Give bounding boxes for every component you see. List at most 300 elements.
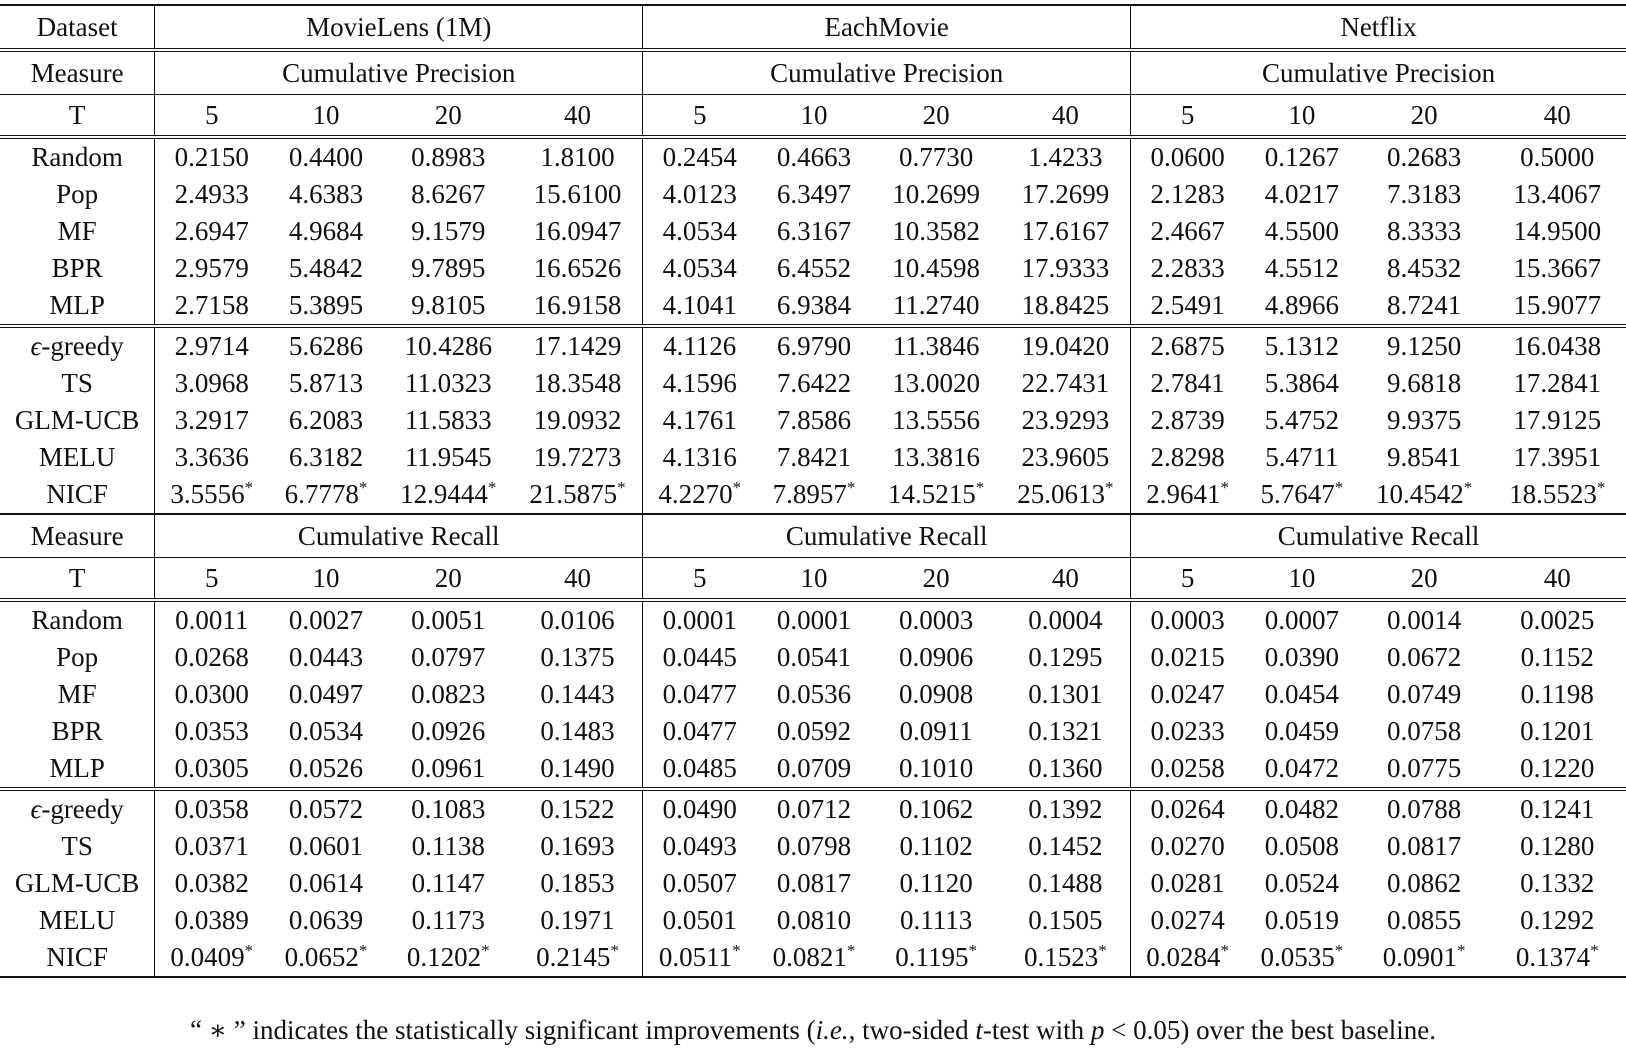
table-cell: 4.1761	[662, 405, 737, 435]
table-cell: 16.9158	[513, 287, 643, 326]
method-name	[0, 326, 155, 365]
t-value: 10	[756, 95, 872, 138]
table-cell: 2.7841	[1150, 368, 1225, 398]
table-cell: 4.5500	[1264, 216, 1340, 246]
table-cell: 11.0323	[404, 368, 492, 398]
table-cell: 0.1102	[899, 831, 973, 861]
table-cell: 0.0305	[174, 753, 249, 783]
table-cell: 0.1505	[1001, 902, 1131, 939]
method-name: MF	[0, 213, 155, 250]
dataset-name: Netflix	[1131, 5, 1626, 50]
table-cell: 0.0485	[662, 753, 737, 783]
table-cell: 0.0409*	[155, 939, 268, 977]
t-label: T	[0, 95, 155, 138]
table-cell: 17.2841	[1513, 368, 1602, 398]
table-cell: 18.8425	[1001, 287, 1131, 326]
significance-marker: *	[968, 941, 978, 960]
table-cell: 0.0926	[411, 716, 486, 746]
table-cell: 0.1452	[1001, 828, 1131, 865]
table-cell: 0.0477	[662, 716, 737, 746]
table-cell: 0.0459	[1264, 716, 1340, 746]
table-cell: 0.0215	[1150, 642, 1225, 672]
table-cell: 0.0001	[643, 600, 756, 639]
table-row	[0, 789, 1626, 828]
table-cell: 0.0106	[513, 600, 643, 639]
table-cell: 5.4711	[1265, 442, 1339, 472]
table-cell: 0.0855	[1387, 905, 1462, 935]
table-cell: 0.0536	[776, 679, 852, 709]
table-cell: 2.5491	[1150, 290, 1225, 320]
footnote-text: , two-sided	[848, 1015, 976, 1045]
method-name-rest: -greedy	[41, 331, 124, 361]
table-cell: 7.8957*	[772, 478, 856, 509]
table-cell: 0.0652*	[268, 939, 384, 977]
table-cell: 13.3816	[892, 442, 981, 472]
table-cell: 14.9500	[1513, 216, 1602, 246]
table-cell: 0.1374*	[1489, 939, 1626, 977]
table-cell: 0.0788	[1360, 789, 1489, 828]
table-cell: 16.0947	[513, 213, 643, 250]
results-table	[0, 4, 1626, 978]
table-cell: 0.2454	[643, 137, 756, 176]
table-cell: 0.0247	[1150, 679, 1225, 709]
table-cell: 0.0274	[1150, 905, 1225, 935]
table-cell: 6.9384	[776, 290, 852, 320]
table-cell: 0.0961	[411, 753, 486, 783]
table-cell: 0.0445	[662, 642, 737, 672]
measure-name: Cumulative Precision	[1131, 50, 1626, 95]
t-value: 10	[268, 558, 384, 601]
table-cell: 0.5000	[1489, 137, 1626, 176]
table-cell: 0.1138	[411, 831, 485, 861]
table-cell: 0.1523*	[1001, 939, 1131, 977]
significance-marker: *	[975, 478, 985, 497]
table-cell: 2.9714	[155, 326, 268, 365]
table-cell: 0.0472	[1264, 753, 1340, 783]
significance-marker: *	[1220, 941, 1230, 960]
table-cell: 3.2917	[174, 405, 249, 435]
table-cell: 0.0353	[174, 716, 249, 746]
table-cell: 11.5833	[404, 405, 492, 435]
significance-marker: *	[1098, 941, 1107, 960]
table-cell: 8.4532	[1387, 253, 1462, 283]
table-row	[0, 439, 1626, 476]
measure-name: Cumulative Recall	[1131, 514, 1626, 558]
table-cell: 0.0817	[776, 868, 852, 898]
table-row	[0, 865, 1626, 902]
table-cell: 0.8983	[384, 137, 513, 176]
t-value: 10	[756, 558, 872, 601]
measure-name: Cumulative Recall	[155, 514, 643, 558]
method-name: BPR	[0, 713, 155, 750]
measure-label: Measure	[0, 50, 155, 95]
table-cell: 0.0821*	[756, 939, 872, 977]
table-cell: 0.0507	[662, 868, 737, 898]
table-cell: 0.2145*	[513, 939, 643, 977]
table-cell: 4.2270*	[658, 478, 742, 509]
table-cell: 4.9684	[288, 216, 364, 246]
table-cell: 0.0007	[1244, 600, 1360, 639]
table-cell: 0.0901*	[1360, 939, 1489, 977]
t-value: 20	[384, 95, 513, 138]
table-cell: 0.0389	[174, 905, 249, 935]
method-name: MF	[0, 676, 155, 713]
table-row	[0, 402, 1626, 439]
table-cell: 9.7895	[411, 253, 486, 283]
measure-header-row	[0, 50, 1626, 95]
table-row	[0, 326, 1626, 365]
table-cell: 10.4598	[892, 253, 981, 283]
table-cell: 18.5523*	[1509, 478, 1606, 509]
table-cell: 0.0600	[1131, 137, 1244, 176]
table-cell: 1.4233	[1001, 137, 1131, 176]
table-cell: 15.9077	[1513, 290, 1602, 320]
t-label: T	[0, 558, 155, 601]
t-value: 40	[1001, 558, 1131, 601]
table-cell: 0.1173	[411, 905, 485, 935]
footnote-text: -test with	[982, 1015, 1091, 1045]
table-cell: 18.3548	[513, 365, 643, 402]
table-cell: 3.0968	[174, 368, 249, 398]
table-cell: 0.0014	[1360, 600, 1489, 639]
table-cell: 0.0025	[1489, 600, 1626, 639]
table-cell: 9.1579	[411, 216, 486, 246]
t-value: 40	[513, 558, 643, 601]
t-value: 10	[268, 95, 384, 138]
table-cell: 4.0534	[662, 253, 737, 283]
table-row	[0, 750, 1626, 789]
table-cell: 0.1241	[1489, 789, 1626, 828]
table-cell: 6.4552	[776, 253, 852, 283]
table-cell: 0.0775	[1387, 753, 1462, 783]
table-cell: 10.2699	[892, 179, 981, 209]
significance-marker: *	[1334, 478, 1344, 497]
table-cell: 6.3182	[288, 442, 364, 472]
t-value: 40	[1489, 95, 1626, 138]
table-cell: 0.0672	[1387, 642, 1462, 672]
table-cell: 0.1280	[1520, 831, 1595, 861]
table-cell: 7.8586	[776, 405, 852, 435]
table-row	[0, 713, 1626, 750]
table-cell: 0.0908	[899, 679, 974, 709]
table-cell: 12.9444*	[400, 478, 497, 509]
table-cell: 0.1195*	[872, 939, 1001, 977]
table-cell: 13.5556	[892, 405, 981, 435]
table-cell: 0.1010	[899, 753, 974, 783]
table-cell: 0.0233	[1150, 716, 1225, 746]
table-row	[0, 176, 1626, 213]
significance-marker: *	[1457, 941, 1466, 960]
significance-marker: *	[1590, 941, 1599, 960]
table-cell: 0.0454	[1264, 679, 1340, 709]
table-cell: 9.1250	[1360, 326, 1489, 365]
table-row	[0, 476, 1626, 514]
table-cell: 4.6383	[288, 179, 364, 209]
table-row	[0, 828, 1626, 865]
table-cell: 0.1267	[1244, 137, 1360, 176]
table-cell: 0.2150	[155, 137, 268, 176]
table-cell: 19.0420	[1001, 326, 1131, 365]
measure-name: Cumulative Precision	[155, 50, 643, 95]
table-cell: 0.0358	[155, 789, 268, 828]
table-cell: 4.8966	[1264, 290, 1340, 320]
table-cell: 0.0639	[288, 905, 364, 935]
table-cell: 19.0932	[513, 402, 643, 439]
table-cell: 0.0614	[288, 868, 364, 898]
table-cell: 9.8105	[411, 290, 486, 320]
table-cell: 0.0284*	[1131, 939, 1244, 977]
table-cell: 0.1202*	[384, 939, 513, 977]
table-cell: 5.6286	[268, 326, 384, 365]
table-cell: 0.0051	[384, 600, 513, 639]
significance-marker: *	[1105, 478, 1114, 497]
significance-marker: *	[1220, 478, 1230, 497]
table-cell: 23.9605	[1001, 439, 1131, 476]
table-cell: 0.0003	[1131, 600, 1244, 639]
table-cell: 0.0712	[756, 789, 872, 828]
method-name: TS	[0, 365, 155, 402]
table-cell: 17.2699	[1001, 176, 1131, 213]
significance-marker: *	[1596, 478, 1606, 497]
method-name: MELU	[0, 439, 155, 476]
table-cell: 0.0810	[776, 905, 852, 935]
t-value: 20	[872, 558, 1001, 601]
table-cell: 5.8713	[288, 368, 364, 398]
dataset-label: Dataset	[0, 5, 155, 50]
table-cell: 5.4842	[288, 253, 364, 283]
table-cell: 0.1488	[1001, 865, 1131, 902]
table-cell: 0.1693	[513, 828, 643, 865]
significance-marker: *	[617, 478, 626, 497]
results-table-body	[0, 5, 1626, 977]
t-value: 10	[1244, 95, 1360, 138]
table-cell: 0.0011	[155, 600, 268, 639]
table-cell: 0.0862	[1387, 868, 1462, 898]
table-cell: 0.0749	[1387, 679, 1462, 709]
table-cell: 0.0797	[411, 642, 486, 672]
table-cell: 1.8100	[513, 137, 643, 176]
table-cell: 0.1113	[900, 905, 973, 935]
table-cell: 0.0511*	[643, 939, 756, 977]
footnote-text: “ ∗ ” indicates the statistically significant improvements (	[189, 1015, 816, 1045]
table-cell: 0.0817	[1387, 831, 1462, 861]
table-cell: 8.6267	[411, 179, 486, 209]
table-cell: 0.0798	[776, 831, 852, 861]
dataset-name: EachMovie	[643, 5, 1131, 50]
table-row	[0, 600, 1626, 639]
table-cell: 4.5512	[1264, 253, 1340, 283]
table-row	[0, 287, 1626, 326]
table-row	[0, 213, 1626, 250]
table-cell: 4.0217	[1264, 179, 1340, 209]
method-name: Pop	[0, 639, 155, 676]
table-cell: 4.0534	[662, 216, 737, 246]
t-value: 5	[643, 95, 756, 138]
table-cell: 0.1083	[384, 789, 513, 828]
table-cell: 5.3864	[1264, 368, 1340, 398]
dataset-header-row	[0, 5, 1626, 50]
t-value: 5	[643, 558, 756, 601]
significance-marker: *	[732, 478, 742, 497]
table-cell: 0.0268	[174, 642, 249, 672]
table-cell: 0.0501	[662, 905, 737, 935]
t-value: 20	[872, 95, 1001, 138]
table-cell: 4.1596	[662, 368, 737, 398]
significance-marker: *	[244, 941, 254, 960]
significance-marker: *	[610, 941, 619, 960]
table-cell: 2.6875	[1131, 326, 1244, 365]
table-cell: 0.0906	[899, 642, 974, 672]
table-cell: 0.0281	[1150, 868, 1225, 898]
significance-marker: *	[846, 478, 856, 497]
table-cell: 6.2083	[288, 405, 364, 435]
table-cell: 0.0493	[662, 831, 737, 861]
table-cell: 6.7778*	[284, 478, 368, 509]
table-row	[0, 676, 1626, 713]
method-name: NICF	[0, 476, 155, 514]
table-cell: 0.0258	[1150, 753, 1225, 783]
table-cell: 0.0541	[776, 642, 852, 672]
table-cell: 16.0438	[1489, 326, 1626, 365]
footnote-p: p	[1090, 1015, 1105, 1045]
table-cell: 0.0490	[643, 789, 756, 828]
method-name-rest: -greedy	[41, 794, 124, 824]
table-cell: 6.3167	[776, 216, 852, 246]
table-cell: 13.4067	[1513, 179, 1602, 209]
t-header-row	[0, 558, 1626, 601]
dataset-name: MovieLens (1M)	[155, 5, 643, 50]
significance-marker: *	[244, 478, 254, 497]
table-cell: 0.0709	[776, 753, 852, 783]
table-cell: 5.4752	[1264, 405, 1340, 435]
table-cell: 14.5215*	[888, 478, 985, 509]
significance-marker: *	[358, 941, 368, 960]
table-cell: 0.0758	[1387, 716, 1462, 746]
significance-marker: *	[732, 941, 741, 960]
table-cell: 0.1971	[513, 902, 643, 939]
table-cell: 0.1295	[1001, 639, 1131, 676]
method-name: MELU	[0, 902, 155, 939]
table-cell: 17.1429	[513, 326, 643, 365]
table-cell: 0.0526	[288, 753, 364, 783]
table-footnote	[0, 1012, 1626, 1048]
table-cell: 13.0020	[892, 368, 981, 398]
table-row	[0, 939, 1626, 977]
significance-marker: *	[481, 941, 490, 960]
table-cell: 0.0270	[1150, 831, 1225, 861]
table-cell: 21.5875*	[513, 476, 643, 514]
table-cell: 4.1126	[643, 326, 756, 365]
table-row	[0, 639, 1626, 676]
t-value: 20	[1360, 558, 1489, 601]
table-cell: 2.2833	[1150, 253, 1225, 283]
table-cell: 2.4933	[174, 179, 249, 209]
table-cell: 0.1147	[411, 868, 485, 898]
significance-marker: *	[358, 478, 368, 497]
significance-marker: *	[1334, 941, 1344, 960]
t-value: 10	[1244, 558, 1360, 601]
table-cell: 2.6947	[174, 216, 249, 246]
table-cell: 10.4542*	[1376, 478, 1473, 509]
table-cell: 0.0004	[1001, 600, 1131, 639]
table-cell: 25.0613*	[1001, 476, 1131, 514]
table-cell: 9.9375	[1387, 405, 1462, 435]
table-cell: 3.3636	[174, 442, 249, 472]
table-cell: 0.1375	[513, 639, 643, 676]
measure-name: Cumulative Recall	[643, 514, 1131, 558]
table-cell: 8.3333	[1387, 216, 1462, 246]
table-cell: 11.3846	[872, 326, 1001, 365]
table-row	[0, 902, 1626, 939]
table-cell: 7.3183	[1387, 179, 1462, 209]
table-cell: 11.9545	[404, 442, 492, 472]
epsilon-symbol: ϵ	[30, 794, 42, 824]
table-cell: 10.4286	[384, 326, 513, 365]
table-cell: 0.1220	[1520, 753, 1595, 783]
method-name: BPR	[0, 250, 155, 287]
table-cell: 2.9579	[174, 253, 249, 283]
table-cell: 7.8421	[776, 442, 852, 472]
t-value: 40	[1489, 558, 1626, 601]
method-name: GLM-UCB	[0, 865, 155, 902]
table-cell: 17.9125	[1513, 405, 1602, 435]
table-cell: 0.0382	[174, 868, 249, 898]
table-cell: 17.9333	[1001, 250, 1131, 287]
table-cell: 0.1522	[513, 789, 643, 828]
table-cell: 8.7241	[1387, 290, 1462, 320]
table-cell: 23.9293	[1001, 402, 1131, 439]
table-cell: 0.1152	[1520, 642, 1594, 672]
method-name: NICF	[0, 939, 155, 977]
significance-marker: *	[487, 478, 497, 497]
t-value: 20	[1360, 95, 1489, 138]
table-cell: 10.3582	[892, 216, 981, 246]
t-value: 5	[1131, 95, 1244, 138]
method-name: TS	[0, 828, 155, 865]
table-cell: 2.9641*	[1146, 478, 1230, 509]
table-cell: 17.6167	[1001, 213, 1131, 250]
table-cell: 0.4663	[756, 137, 872, 176]
table-cell: 6.3497	[776, 179, 852, 209]
table-cell: 0.0390	[1264, 642, 1340, 672]
table-cell: 9.6818	[1387, 368, 1462, 398]
table-cell: 0.1062	[872, 789, 1001, 828]
t-value: 20	[384, 558, 513, 601]
table-cell: 0.1198	[1520, 679, 1594, 709]
table-cell: 0.0535*	[1244, 939, 1360, 977]
table-cell: 0.1360	[1001, 750, 1131, 789]
table-cell: 0.0300	[174, 679, 249, 709]
table-cell: 22.7431	[1001, 365, 1131, 402]
table-cell: 0.1120	[899, 868, 973, 898]
table-cell: 16.6526	[513, 250, 643, 287]
table-cell: 0.1332	[1520, 868, 1595, 898]
table-cell: 0.0519	[1264, 905, 1340, 935]
table-cell: 0.1853	[513, 865, 643, 902]
table-cell: 3.5556*	[170, 478, 254, 509]
method-name: Random	[0, 600, 155, 639]
table-cell: 0.4400	[268, 137, 384, 176]
footnote-text: < 0.05) over the best baseline.	[1104, 1015, 1437, 1045]
table-cell: 0.0508	[1264, 831, 1340, 861]
table-cell: 0.0497	[288, 679, 364, 709]
t-value: 5	[155, 558, 268, 601]
table-cell: 4.1041	[662, 290, 737, 320]
table-cell: 0.7730	[872, 137, 1001, 176]
table-cell: 0.1490	[513, 750, 643, 789]
footnote-t: t	[975, 1015, 983, 1045]
method-name: MLP	[0, 287, 155, 326]
